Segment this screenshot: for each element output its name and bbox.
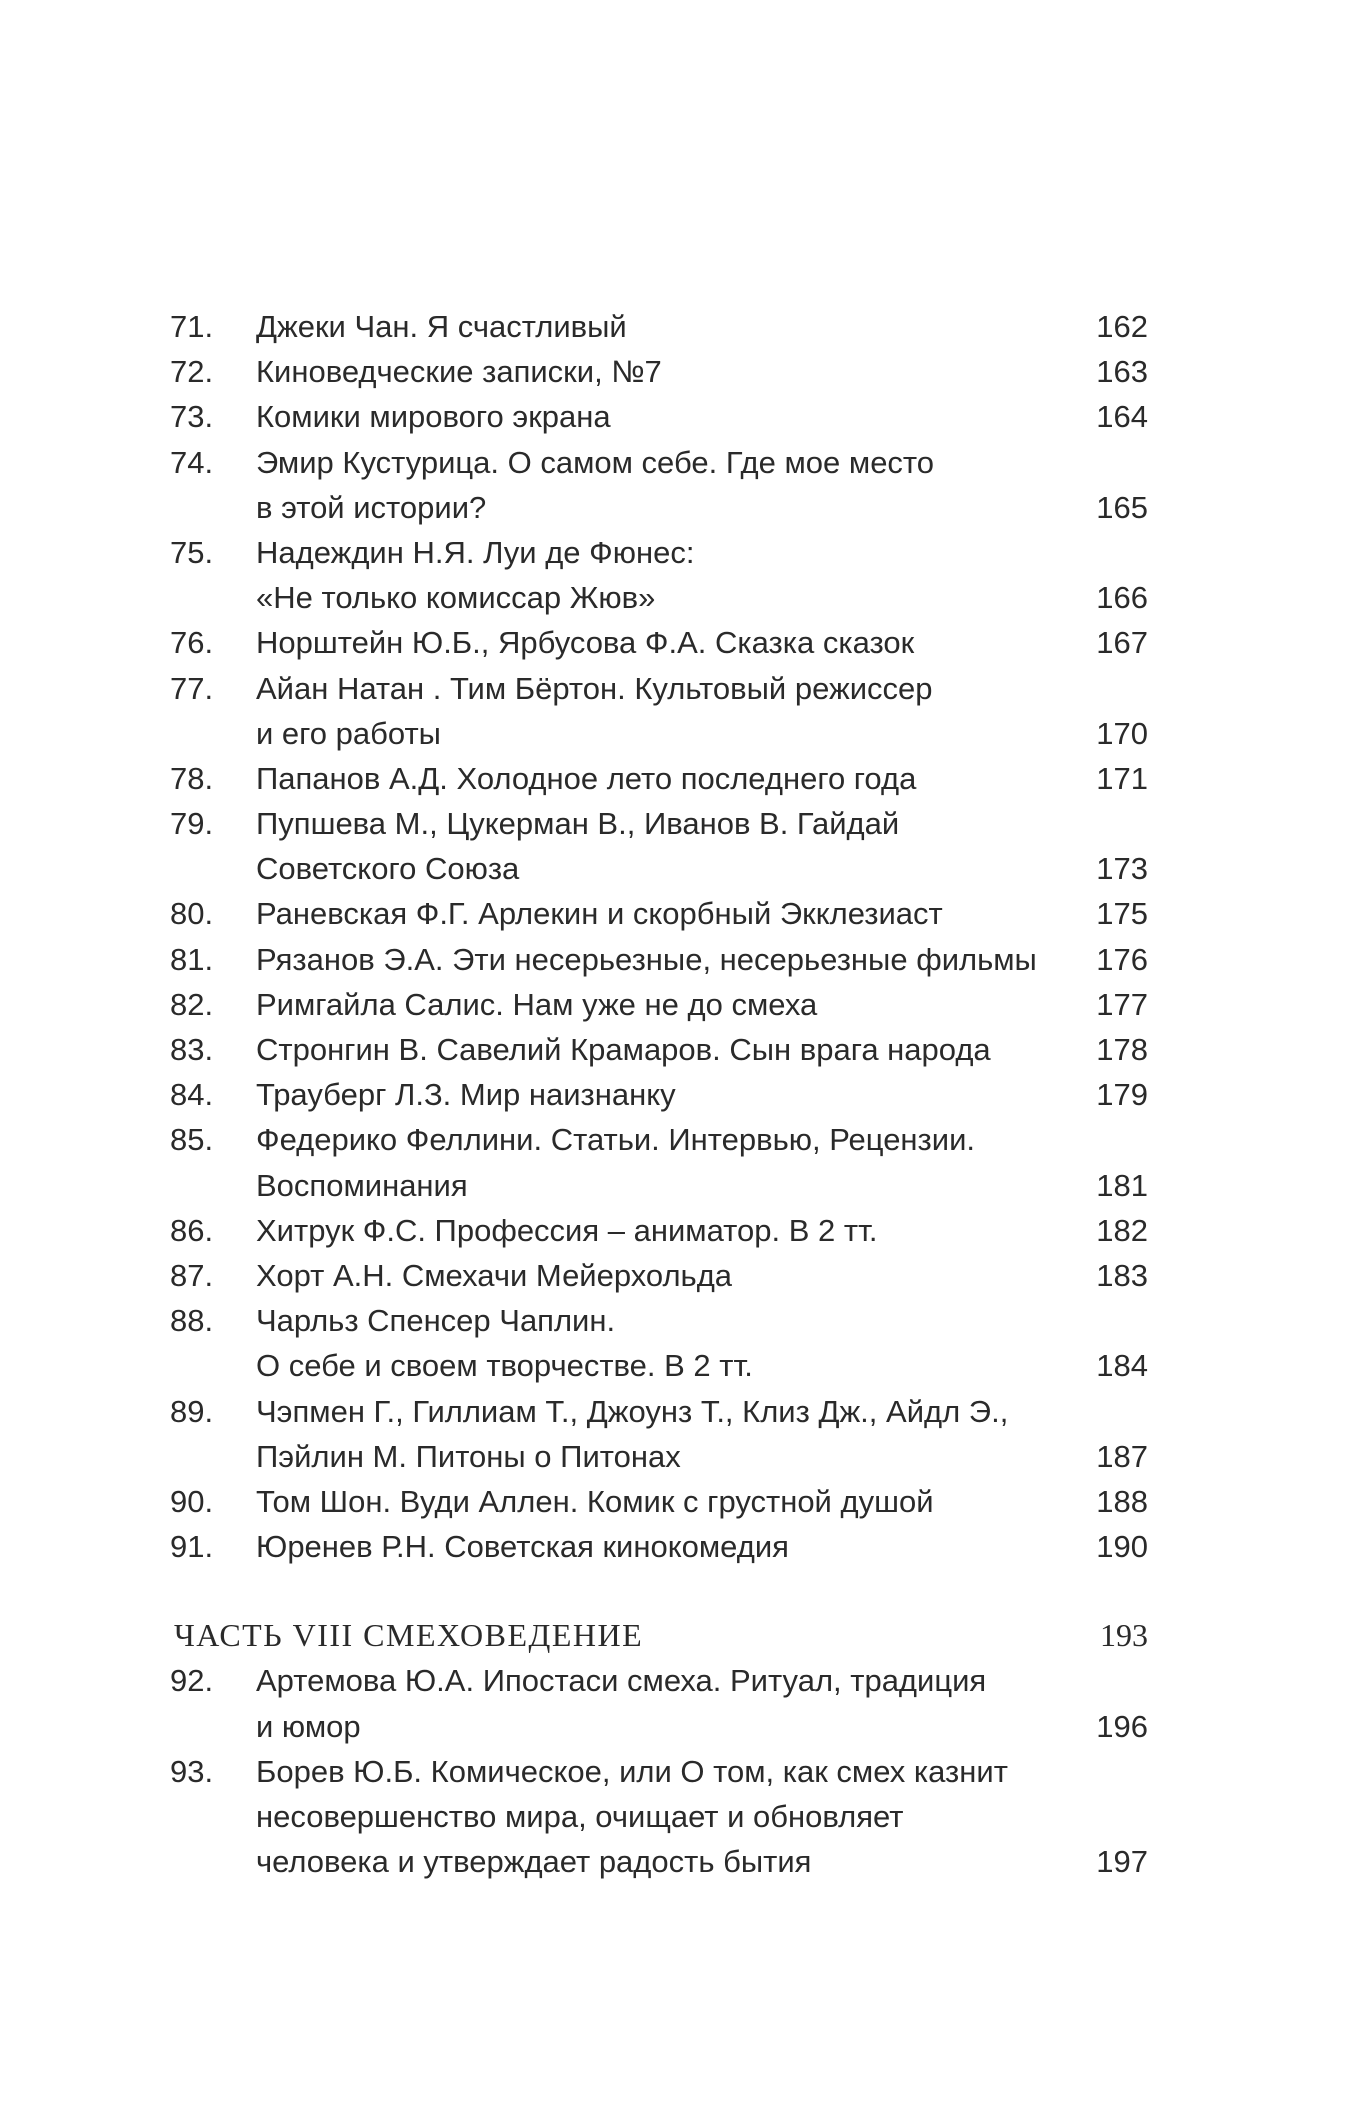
toc-entry — [0, 620, 1360, 665]
entry-title: Комики мирового экрана — [256, 399, 611, 435]
entry-title: Воспоминания — [256, 1167, 468, 1203]
toc-entry — [0, 304, 1360, 349]
toc-entry-line — [0, 1524, 1360, 1569]
entry-title: Борев Ю.Б. Комическое, или О том, как смех казнит — [256, 1753, 1008, 1789]
entry-page-number: 181 — [1096, 1167, 1148, 1203]
entry-title: Раневская Ф.Г. Арлекин и скорбный Экклезиаст — [256, 896, 943, 932]
toc-entry-line — [0, 1704, 1360, 1749]
entry-title: и его работы — [256, 715, 441, 751]
entry-page-number: 197 — [1096, 1844, 1148, 1880]
entry-page-number: 182 — [1096, 1212, 1148, 1248]
section-page-number: 193 — [1100, 1617, 1148, 1654]
toc-entry — [0, 1389, 1360, 1479]
entry-page-number: 173 — [1096, 851, 1148, 887]
entry-page-number: 165 — [1096, 489, 1148, 525]
entry-page-number: 167 — [1096, 625, 1148, 661]
toc-entry — [0, 1208, 1360, 1253]
entry-title: и юмор — [256, 1708, 361, 1744]
entry-number: 89. — [170, 1393, 214, 1429]
toc-entry-line — [0, 440, 1360, 485]
entry-number: 75. — [170, 534, 214, 570]
toc-entry — [0, 937, 1360, 982]
entry-page-number: 188 — [1096, 1483, 1148, 1519]
entry-number: 81. — [170, 941, 214, 977]
entry-page-number: 184 — [1096, 1348, 1148, 1384]
toc-entry — [0, 349, 1360, 394]
entry-number: 72. — [170, 354, 214, 390]
entry-title: в этой истории? — [256, 489, 487, 525]
toc-entry-line — [0, 530, 1360, 575]
entry-number: 78. — [170, 760, 214, 796]
entry-number: 93. — [170, 1753, 214, 1789]
entry-number: 86. — [170, 1212, 214, 1248]
toc-entry-line — [0, 1794, 1360, 1839]
toc-entry-line — [0, 485, 1360, 530]
entry-page-number: 171 — [1096, 760, 1148, 796]
entry-title: Надеждин Н.Я. Луи де Фюнес: — [256, 534, 695, 570]
toc-entry-line — [0, 711, 1360, 756]
entry-number: 73. — [170, 399, 214, 435]
entry-title: Пупшева М., Цукерман В., Иванов В. Гайдай — [256, 806, 900, 842]
entry-number: 90. — [170, 1483, 214, 1519]
entry-page-number: 196 — [1096, 1708, 1148, 1744]
section-heading-line — [0, 1613, 1360, 1658]
toc-entry-line — [0, 801, 1360, 846]
entry-number: 85. — [170, 1122, 214, 1158]
entry-title: несовершенство мира, очищает и обновляет — [256, 1799, 904, 1834]
entry-title: Хитрук Ф.С. Профессия – аниматор. В 2 тт. — [256, 1212, 878, 1248]
entry-title: Артемова Ю.А. Ипостаси смеха. Ритуал, традиция — [256, 1663, 987, 1699]
entry-title: Трауберг Л.З. Мир наизнанку — [256, 1077, 676, 1113]
entry-number: 76. — [170, 625, 214, 661]
toc-entry — [0, 1749, 1360, 1885]
entry-title: Чарльз Спенсер Чаплин. — [256, 1303, 616, 1339]
toc-entry — [0, 1072, 1360, 1117]
entry-page-number: 177 — [1096, 986, 1148, 1022]
entry-page-number: 163 — [1096, 354, 1148, 390]
entry-title: Рязанов Э.А. Эти несерьезные, несерьезные фильмы — [256, 941, 1037, 977]
entry-page-number: 164 — [1096, 399, 1148, 435]
entry-number: 87. — [170, 1257, 214, 1293]
toc-entry — [0, 666, 1360, 756]
entry-page-number: 179 — [1096, 1077, 1148, 1113]
toc-entry — [0, 1479, 1360, 1524]
entry-title: Стронгин В. Савелий Крамаров. Сын врага народа — [256, 1032, 991, 1067]
toc-entry-line — [0, 1072, 1360, 1117]
toc-entry-line — [0, 1658, 1360, 1703]
entry-title: О себе и своем творчестве. В 2 тт. — [256, 1348, 753, 1384]
entry-page-number: 166 — [1096, 580, 1148, 616]
toc-entry — [0, 891, 1360, 936]
entry-page-number: 178 — [1096, 1032, 1148, 1067]
section-spacer — [0, 1569, 1360, 1613]
entry-title: Юренев Р.Н. Советская кинокомедия — [256, 1529, 789, 1565]
toc-entry-line — [0, 1389, 1360, 1434]
toc-entry-line — [0, 349, 1360, 394]
entry-page-number: 162 — [1096, 309, 1148, 344]
entry-title: Хорт А.Н. Смехачи Мейерхольда — [256, 1257, 733, 1293]
toc-entry — [0, 1658, 1360, 1748]
entry-title: Норштейн Ю.Б., Ярбусова Ф.А. Сказка сказок — [256, 625, 915, 661]
toc-entry-line — [0, 394, 1360, 439]
toc-entry-line — [0, 1253, 1360, 1298]
toc-entry-line — [0, 982, 1360, 1027]
entry-page-number: 176 — [1096, 941, 1148, 977]
entry-title: Пэйлин М. Питоны о Питонах — [256, 1438, 681, 1474]
entry-number: 82. — [170, 986, 214, 1022]
toc-entry — [0, 1524, 1360, 1569]
entry-number: 74. — [170, 444, 214, 480]
toc-entry-line — [0, 1163, 1360, 1208]
section-title: ЧАСТЬ VIII СМЕХОВЕДЕНИЕ — [174, 1617, 644, 1654]
toc-entry-line — [0, 304, 1360, 349]
entry-page-number: 175 — [1096, 896, 1148, 932]
entry-number: 77. — [170, 670, 214, 706]
toc-entry-line — [0, 1343, 1360, 1388]
entry-title: «Не только комиссар Жюв» — [256, 580, 656, 616]
toc-entry — [0, 1027, 1360, 1072]
toc-entry — [0, 530, 1360, 620]
toc-entry — [0, 440, 1360, 530]
entry-title: Римгайла Салис. Нам уже не до смеха — [256, 986, 818, 1022]
toc-entry-line — [0, 1839, 1360, 1884]
entry-title: Джеки Чан. Я счастливый — [256, 309, 627, 344]
entry-number: 80. — [170, 896, 214, 932]
toc-entry — [0, 1298, 1360, 1388]
entry-title: Папанов А.Д. Холодное лето последнего года — [256, 760, 917, 796]
toc-entry — [0, 801, 1360, 891]
entry-number: 91. — [170, 1529, 214, 1565]
entry-number: 84. — [170, 1077, 214, 1113]
toc-entry — [0, 1117, 1360, 1207]
toc-entry-line — [0, 620, 1360, 665]
entry-title: Том Шон. Вуди Аллен. Комик с грустной душой — [256, 1483, 934, 1519]
toc-entry-line — [0, 1117, 1360, 1162]
entry-title: Федерико Феллини. Статьи. Интервью, Рецензии. — [256, 1122, 976, 1158]
entry-page-number: 190 — [1096, 1529, 1148, 1565]
toc-entry-line — [0, 846, 1360, 891]
toc-entry-line — [0, 1027, 1360, 1072]
entry-number: 83. — [170, 1032, 214, 1067]
toc-entry-line — [0, 666, 1360, 711]
toc-entry — [0, 394, 1360, 439]
toc-entry — [0, 1253, 1360, 1298]
entry-page-number: 187 — [1096, 1438, 1148, 1474]
entry-title: Советского Союза — [256, 851, 520, 887]
toc-entry-line — [0, 1479, 1360, 1524]
section-entries-list — [0, 1658, 1360, 1884]
entry-number: 79. — [170, 806, 214, 842]
table-of-contents — [0, 304, 1360, 1884]
entry-number: 88. — [170, 1303, 214, 1339]
entry-page-number: 170 — [1096, 715, 1148, 751]
toc-entry-line — [0, 1749, 1360, 1794]
section-heading — [0, 1613, 1360, 1658]
entry-title: человека и утверждает радость бытия — [256, 1844, 812, 1880]
toc-entry-line — [0, 575, 1360, 620]
toc-entry-line — [0, 1208, 1360, 1253]
entry-title: Киноведческие записки, №7 — [256, 354, 662, 390]
entry-number: 71. — [170, 309, 214, 344]
toc-entry — [0, 756, 1360, 801]
entry-title: Эмир Кустурица. О самом себе. Где мое место — [256, 444, 935, 480]
entry-page-number: 183 — [1096, 1257, 1148, 1293]
toc-entry-line — [0, 1434, 1360, 1479]
toc-entry-line — [0, 1298, 1360, 1343]
entry-title: Чэпмен Г., Гиллиам Т., Джоунз Т., Клиз Дж., Айдл Э., — [256, 1393, 1009, 1429]
toc-entry-line — [0, 937, 1360, 982]
toc-entry-line — [0, 891, 1360, 936]
toc-entry — [0, 982, 1360, 1027]
entry-title: Айан Натан . Тим Бёртон. Культовый режиссер — [256, 670, 933, 706]
entry-number: 92. — [170, 1663, 214, 1699]
toc-entry-line — [0, 756, 1360, 801]
entries-list — [0, 304, 1360, 1569]
